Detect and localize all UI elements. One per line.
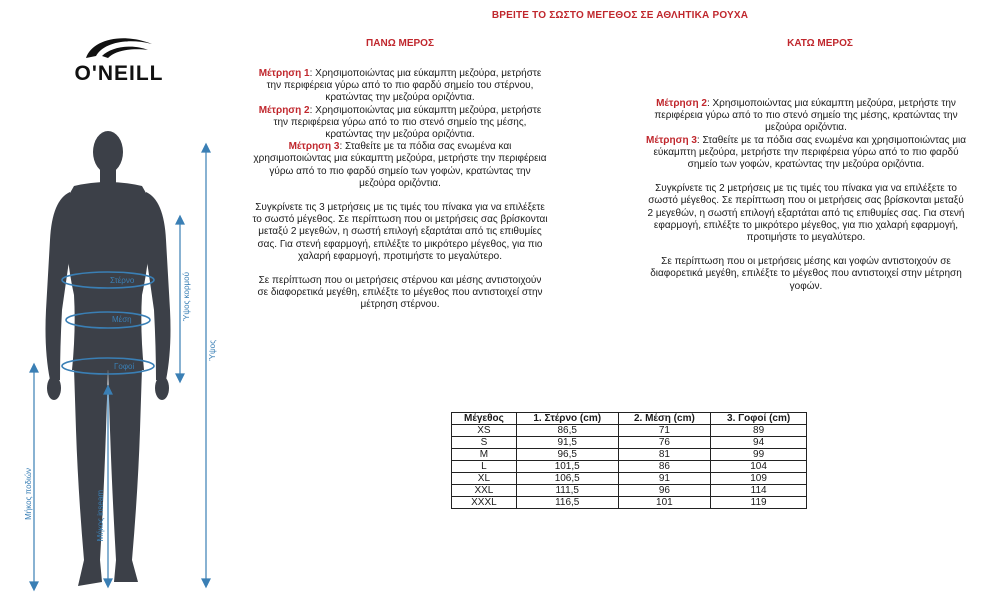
waist-cell: 86: [618, 461, 711, 473]
torso-label: Ύψος κορμού: [182, 272, 191, 322]
bottom-instructions: [646, 98, 966, 293]
chest-cell: 86,5: [516, 425, 618, 437]
figure-head: [93, 131, 123, 173]
chest-cell: 91,5: [516, 437, 618, 449]
top-m3-label: Μέτρηση 3: [288, 141, 340, 153]
table-header-hips: 3. Γοφοί (cm): [711, 413, 807, 425]
figure-torso: [66, 182, 151, 370]
top-m3-text: : Σταθείτε με τα πόδια σας ενωμένα και χρησιμοποιώντας μια εύκαμπτη μεζούρα, μετρήστε την περιφέρεια γύρω από το πιο φαρδύ σημείο των γοφών, κρατώντας την μεζούρα οριζόντια.: [253, 141, 547, 189]
hips-cell: 114: [711, 485, 807, 497]
chest-label: Στέρνο: [110, 276, 135, 285]
oneill-wave-logo-icon: [82, 34, 156, 62]
top-instructions: [252, 68, 548, 312]
top-compare-text: Συγκρίνετε τις 3 μετρήσεις με τις τιμές του πίνακα για να επιλέξετε το σωστό μέγεθος. Σε περίπτωση που οι μετρήσεις σας βρίσκονται μεταξύ 2 μεγεθών, η σωστή επιλογή εξαρτάται από τις επιθυμίες σας. Για στενή εφαρμογή, επιλέξτε το μικρότερο μέγεθος, για πιο χαλαρή εφαρμογή, προτιμήστε το μεγαλύτερο.: [252, 202, 548, 262]
page-title: ΒΡΕΙΤΕ ΤΟ ΣΩΣΤΟ ΜΕΓΕΘΟΣ ΣΕ ΑΘΛΗΤΙΚΑ ΡΟΥΧΑ: [491, 10, 749, 21]
table-row: [452, 425, 807, 437]
table-row: [452, 449, 807, 461]
bottom-measurement-2: [646, 98, 966, 135]
top-m1-text: : Χρησιμοποιώντας μια εύκαμπτη μεζούρα, μετρήστε την περιφέρεια γύρω από το πιο φαρδύ σημείο του στέρνου, κρατώντας την μεζούρα οριζόντια.: [266, 68, 542, 104]
bottom-measurement-3: [646, 135, 966, 172]
table-header-waist: 2. Μέση (cm): [618, 413, 711, 425]
hips-cell: 89: [711, 425, 807, 437]
size-table-header-row: [452, 413, 807, 425]
hips-cell: 119: [711, 497, 807, 509]
figure-right-leg: [108, 368, 142, 582]
table-row: [452, 461, 807, 473]
bottom-m2-text: : Χρησιμοποιώντας μια εύκαμπτη μεζούρα, μετρήστε την περιφέρεια γύρω από το πιο στενό σημείο της μέσης, κρατώντας την μεζούρα οριζόντια.: [654, 98, 958, 134]
waist-cell: 76: [618, 437, 711, 449]
hips-label: Γοφοί: [114, 362, 135, 371]
top-measurement-1: [252, 68, 548, 105]
table-row: [452, 473, 807, 485]
bottom-note-text: Σε περίπτωση που οι μετρήσεις μέσης και γοφών αντιστοιχούν σε διαφορετικά μεγέθη, επιλέξτε το μέγεθος που αντιστοιχεί στην μέτρηση γοφών.: [650, 256, 962, 292]
waist-cell: 101: [618, 497, 711, 509]
size-cell: XS: [452, 425, 517, 437]
size-cell: XXXL: [452, 497, 517, 509]
top-measurement-2: [252, 105, 548, 142]
figure-left-leg: [74, 368, 108, 586]
bottom-section-heading: ΚΑΤΩ ΜΕΡΟΣ: [787, 38, 853, 49]
table-row: [452, 497, 807, 509]
top-measurement-3: [252, 141, 548, 190]
height-label: Ύψος: [208, 340, 217, 361]
chest-cell: 111,5: [516, 485, 618, 497]
waist-cell: 96: [618, 485, 711, 497]
top-m2-text: : Χρησιμοποιώντας μια εύκαμπτη μεζούρα, μετρήστε την περιφέρεια γύρω από το πιο στενό σημείο της μέσης, κρατώντας την μεζούρα οριζόντια.: [273, 104, 542, 141]
brand-logo-text: O'NEILL: [74, 62, 164, 85]
chest-cell: 96,5: [516, 449, 618, 461]
table-row: [452, 485, 807, 497]
top-m1-label: Μέτρηση 1: [258, 68, 310, 79]
bottom-m3-text: : Σταθείτε με τα πόδια σας ενωμένα και χρησιμοποιώντας μια εύκαμπτη μεζούρα, μετρήστε την περιφέρεια γύρω από το πιο φαρδύ σημείο των γοφών, κρατώντας την μεζούρα οριζόντια.: [653, 134, 966, 171]
bottom-compare-text: Συγκρίνετε τις 2 μετρήσεις με τις τιμές του πίνακα για να επιλέξετε το σωστό μέγεθος. Σε περίπτωση που οι μετρήσεις σας βρίσκονται μεταξύ 2 μεγεθών, η σωστή επιλογή εξαρτάται από τις επιθυμίες σας. Για στενή εφαρμογή, επιλέξτε το μικρότερο μέγεθος, για πιο χαλαρή εφαρμογή, προτιμήστε το μεγαλύτερο.: [647, 183, 965, 244]
hips-cell: 94: [711, 437, 807, 449]
top-section-heading: ΠΑΝΩ ΜΕΡΟΣ: [366, 38, 434, 49]
bottom-m3-label: Μέτρηση 3: [646, 134, 697, 146]
table-row: [452, 437, 807, 449]
bottom-m2-label: Μέτρηση 2: [656, 98, 707, 109]
inseam-label: Μήκος inseam: [96, 490, 105, 542]
size-cell: M: [452, 449, 517, 461]
size-cell: S: [452, 437, 517, 449]
waist-cell: 81: [618, 449, 711, 461]
hips-cell: 99: [711, 449, 807, 461]
chest-cell: 106,5: [516, 473, 618, 485]
hips-cell: 104: [711, 461, 807, 473]
size-table: [451, 412, 807, 509]
waist-cell: 91: [618, 473, 711, 485]
leg-length-label: Μήκος ποδιών: [24, 468, 33, 520]
hips-cell: 109: [711, 473, 807, 485]
table-header-size: Μέγεθος: [452, 413, 517, 425]
top-m2-label: Μέτρηση 2: [258, 104, 310, 116]
waist-label: Μέση: [112, 315, 132, 324]
size-cell: XL: [452, 473, 517, 485]
chest-cell: 116,5: [516, 497, 618, 509]
size-cell: XXL: [452, 485, 517, 497]
top-note-text: Σε περίπτωση που οι μετρήσεις στέρνου και μέσης αντιστοιχούν σε διαφορετικά μεγέθη, επιλέξτε το μέγεθος που αντιστοιχεί στην μέτρηση στέρνου.: [257, 275, 543, 311]
chest-cell: 101,5: [516, 461, 618, 473]
waist-cell: 71: [618, 425, 711, 437]
size-cell: L: [452, 461, 517, 473]
table-header-chest: 1. Στέρνο (cm): [516, 413, 618, 425]
